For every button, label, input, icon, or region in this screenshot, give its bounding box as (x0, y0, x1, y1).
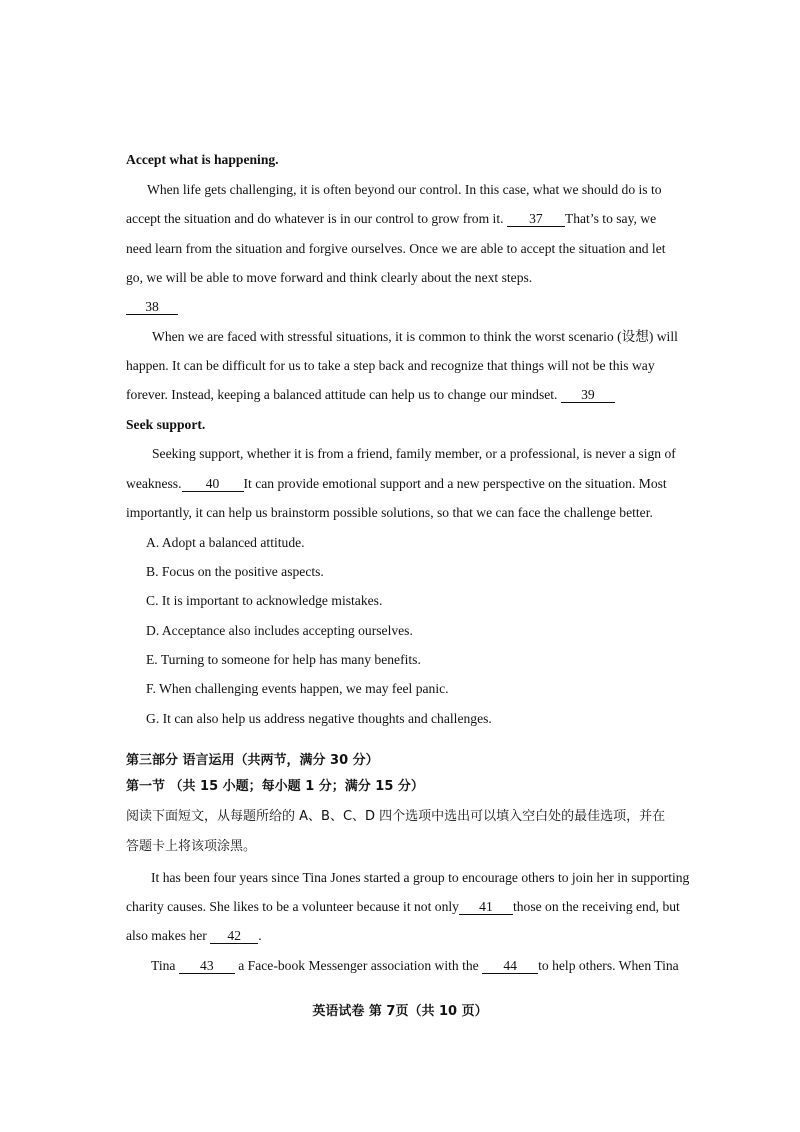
option-d: D. Acceptance also includes accepting ourselves. (146, 623, 413, 638)
paragraph-line: go, we will be able to move forward and think clearly about the next steps. (126, 270, 533, 285)
blank-40: 40 (182, 476, 244, 492)
paragraph-line: Seeking support, whether it is from a friend, family member, or a professional, is never a sign of (152, 446, 676, 461)
paragraph-line: importantly, it can help us brainstorm possible solutions, so that we can face the challenge better. (126, 505, 653, 520)
instructions-line: 阅读下面短文，从每题所给的 A、B、C、D 四个选项中选出可以填入空白处的最佳选项，并在 (126, 809, 666, 824)
instructions-line: 答题卡上将该项涂黑。 (126, 839, 257, 854)
paragraph-line: It has been four years since Tina Jones started a group to encourage others to join her in supporting (151, 870, 690, 885)
section1-title: 第一节 （共 15 小题；每小题 1 分；满分 15 分） (126, 779, 424, 794)
blank-38: 38 (126, 299, 178, 315)
paragraph-line: charity causes. She likes to be a volunteer because it not only 41 those on the receiving end, but (126, 899, 680, 914)
paragraph-line: Tina 43 a Face-book Messenger association with the 44 to help others. When Tina (151, 958, 679, 973)
paragraph-line: accept the situation and do whatever is in our control to grow from it. 37 That’s to say, we (126, 211, 657, 226)
heading-support: Seek support. (126, 417, 206, 432)
paragraph-line: forever. Instead, keeping a balanced attitude can help us to change our mindset. 39 (126, 386, 615, 404)
heading-accept: Accept what is happening. (126, 152, 279, 167)
blank-38-line (126, 298, 178, 316)
option-g: G. It can also help us address negative thoughts and challenges. (146, 711, 492, 726)
part3-title: 第三部分 语言运用（共两节，满分 30 分） (126, 753, 379, 768)
option-b: B. Focus on the positive aspects. (146, 564, 324, 579)
option-e: E. Turning to someone for help has many benefits. (146, 652, 421, 667)
page-footer: 英语试卷 第 7页（共 10 页） (312, 1004, 488, 1019)
paragraph-line: When we are faced with stressful situations, it is common to think the worst scenario (设想) will (152, 329, 678, 344)
paragraph-line: weakness. 40 It can provide emotional support and a new perspective on the situation. Most (126, 476, 667, 491)
paragraph-line: also makes her 42 . (126, 928, 262, 943)
blank-43: 43 (179, 958, 235, 974)
blank-39: 39 (561, 387, 615, 403)
paragraph-line: happen. It can be difficult for us to take a step back and recognize that things will not be this way (126, 358, 655, 373)
blank-42: 42 (210, 928, 258, 944)
option-c: C. It is important to acknowledge mistakes. (146, 593, 383, 608)
blank-37: 37 (507, 211, 565, 227)
blank-41: 41 (459, 899, 513, 915)
option-a: A. Adopt a balanced attitude. (146, 535, 305, 550)
paragraph-line: When life gets challenging, it is often beyond our control. In this case, what we should do is to (147, 182, 662, 197)
blank-44: 44 (482, 958, 538, 974)
option-f: F. When challenging events happen, we may feel panic. (146, 681, 449, 696)
paragraph-line: need learn from the situation and forgive ourselves. Once we are able to accept the situation and let (126, 241, 666, 256)
